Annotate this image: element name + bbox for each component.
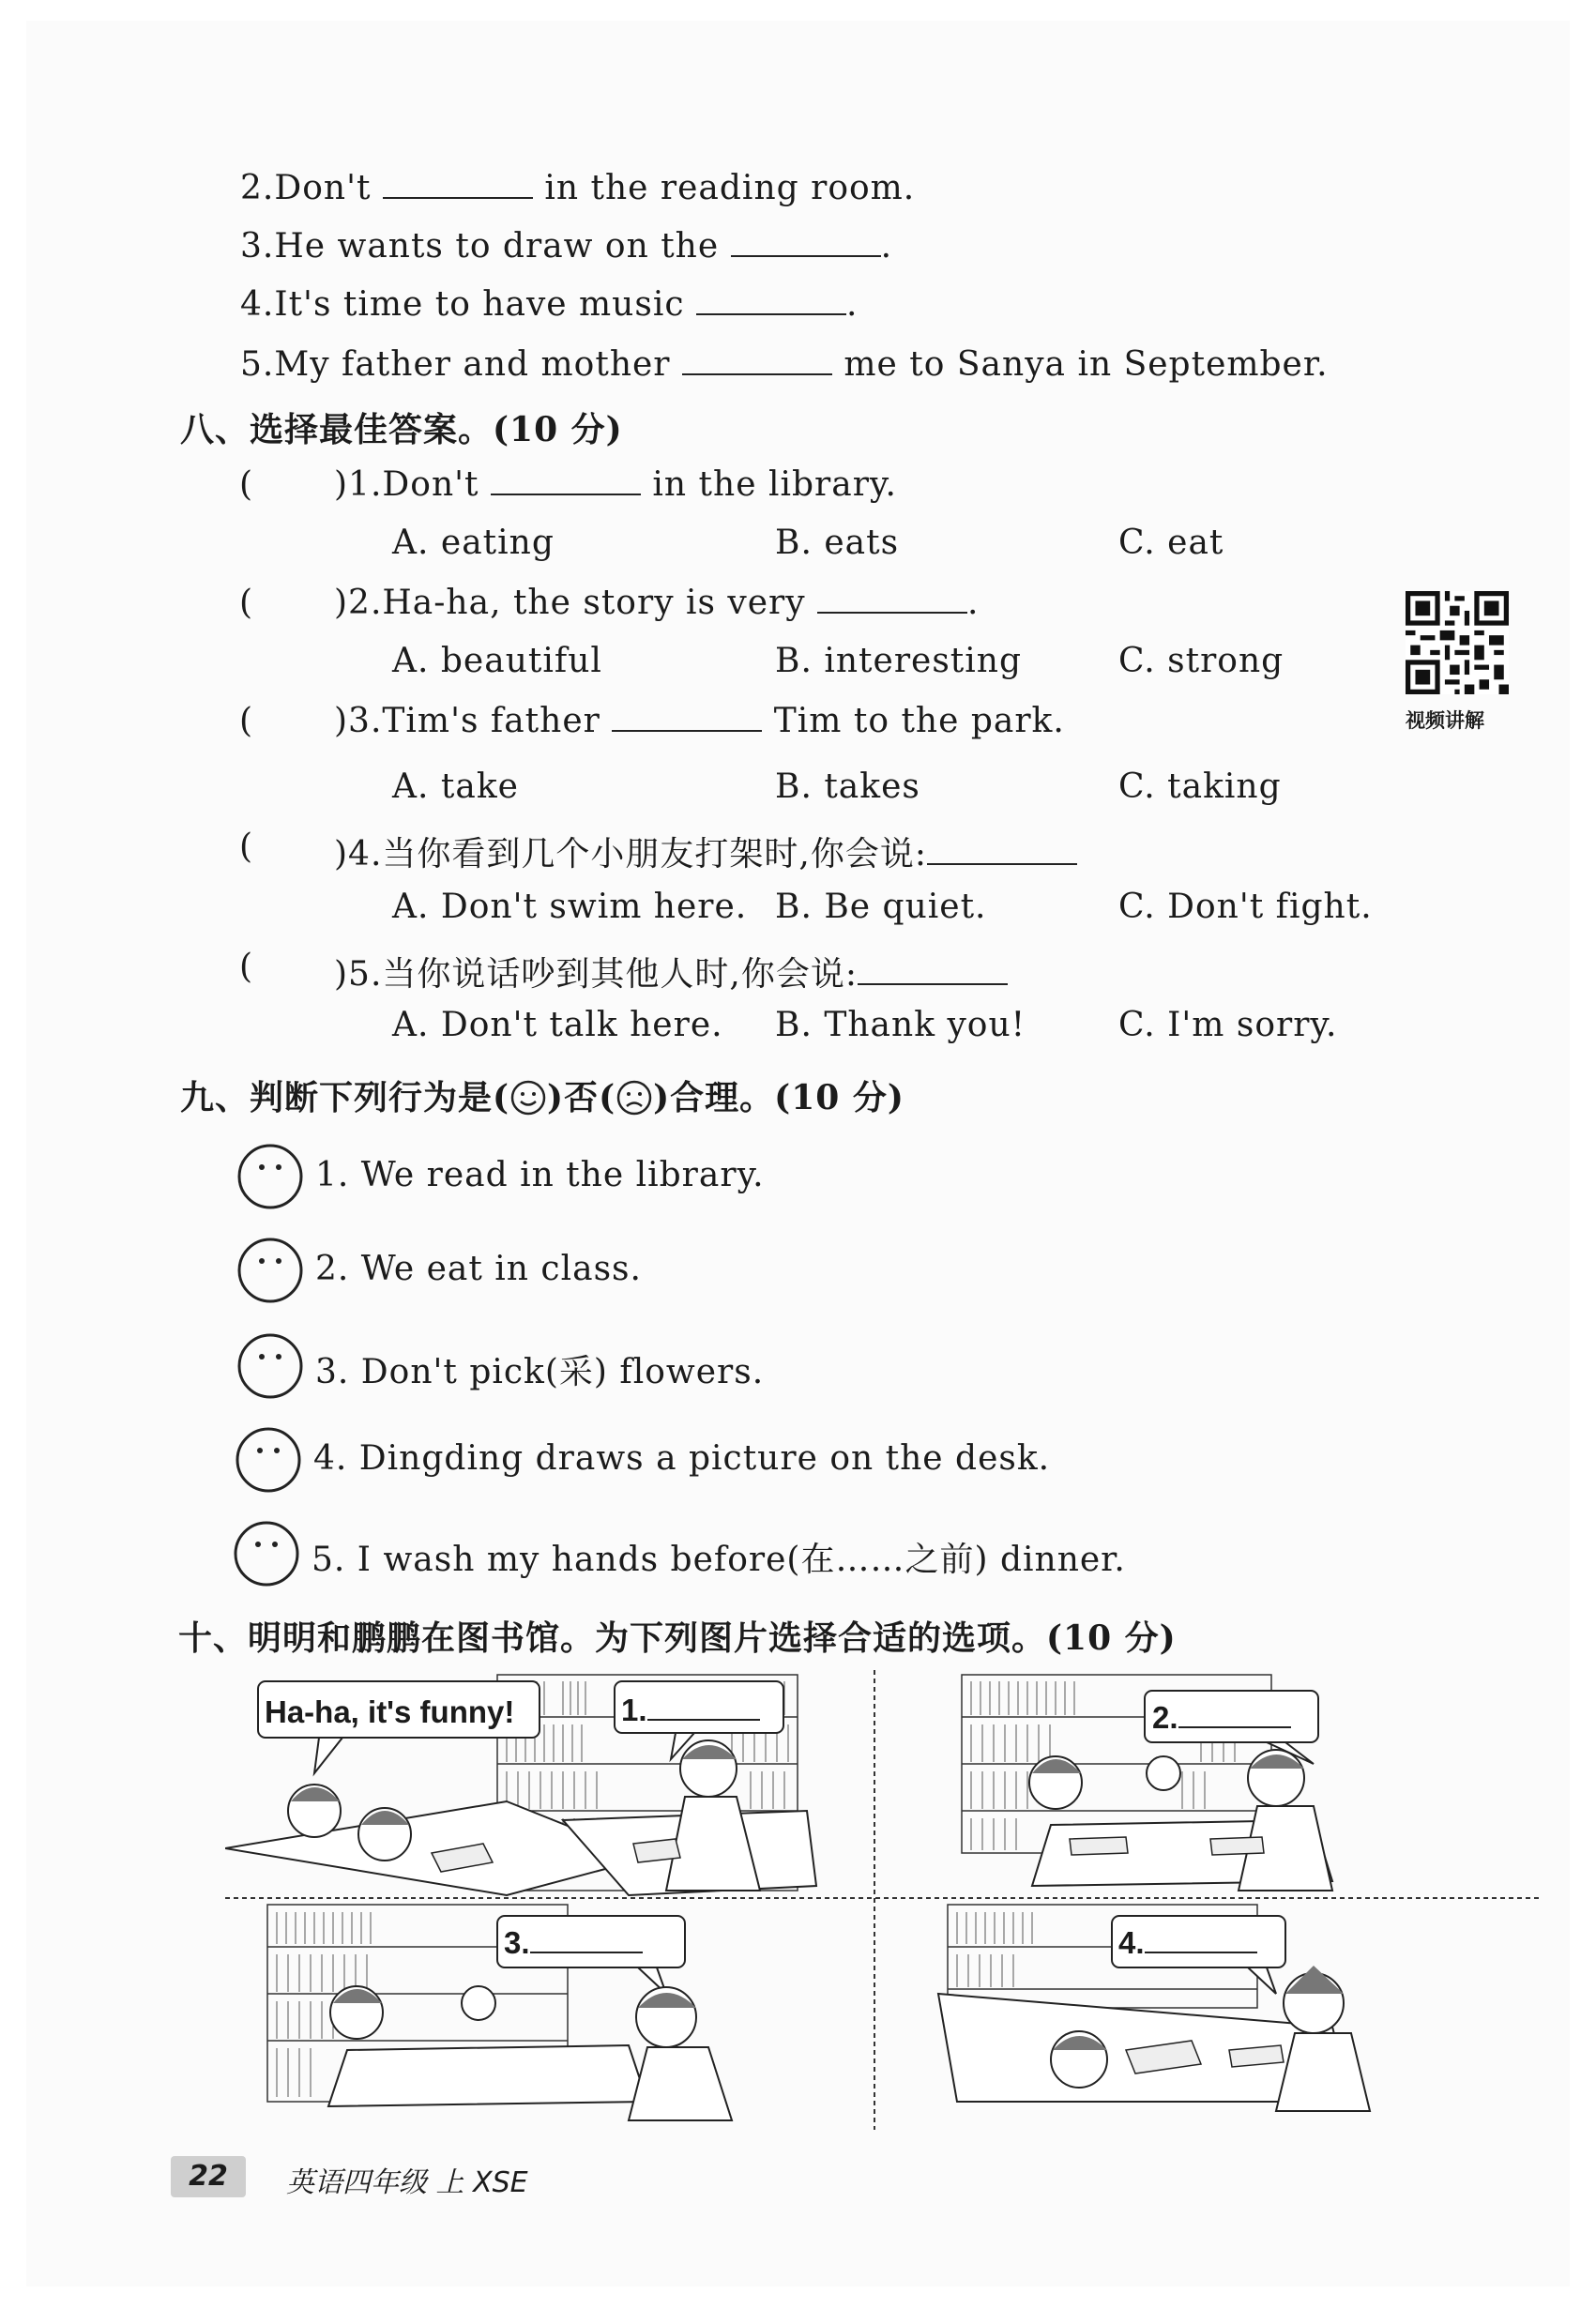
section10-title: 十、明明和鹏鹏在图书馆。为下列图片选择合适的选项。(10 分)	[178, 1618, 1177, 1658]
s8-q3-option-b[interactable]: B. takes	[775, 767, 920, 806]
s8-q4-option-b[interactable]: B. Be quiet.	[775, 888, 987, 926]
answer-face-4-icon[interactable]	[235, 1426, 302, 1494]
s8-q3-option-c[interactable]: C. taking	[1118, 767, 1282, 806]
s9-item-3: 3. Don't pick(采) flowers.	[315, 1353, 765, 1391]
s8-q4-option-c[interactable]: C. Don't fight.	[1118, 888, 1373, 926]
s8-q3-stem: )3.Tim's father Tim to the park.	[334, 702, 1065, 740]
s9-item-1: 1. We read in the library.	[315, 1156, 765, 1194]
s8-q2-paren[interactable]: (	[239, 584, 254, 622]
page-number: 22	[171, 2156, 246, 2197]
s9-item-5: 5. I wash my hands before(在……之前) dinner.	[312, 1541, 1126, 1579]
qr-code-icon[interactable]	[1406, 591, 1509, 694]
smiley-face-icon	[509, 1079, 547, 1117]
section9-title: 九、判断下列行为是( )否( )合理。(10 分)	[180, 1078, 904, 1117]
s8-q1-paren[interactable]: (	[239, 465, 254, 504]
book-label: 英语四年级 上 XSE	[286, 2166, 528, 2199]
s8-q3-paren[interactable]: (	[239, 702, 254, 740]
s8-q5-paren[interactable]: (	[239, 948, 254, 986]
s8-q5-stem: )5.当你说话吵到其他人时,你会说:	[334, 948, 1008, 995]
s8-q4-paren[interactable]: (	[239, 828, 254, 866]
library-illustration	[225, 1670, 1539, 2139]
s8-q2-option-a[interactable]: A. beautiful	[392, 642, 602, 680]
answer-face-1-icon[interactable]	[236, 1143, 304, 1210]
qr-label: 视频讲解	[1406, 709, 1484, 732]
answer-face-2-icon[interactable]	[236, 1237, 304, 1304]
s7-item-4: 4.It's time to have music .	[240, 285, 859, 324]
s8-q1-option-b[interactable]: B. eats	[775, 524, 900, 562]
s8-q5-option-b[interactable]: B. Thank you!	[775, 1006, 1026, 1044]
s8-q4-option-a[interactable]: A. Don't swim here.	[392, 888, 748, 926]
s8-q1-stem: )1.Don't in the library.	[334, 465, 897, 504]
s8-q5-option-c[interactable]: C. I'm sorry.	[1118, 1006, 1338, 1044]
bubble-2[interactable]: 2.	[1152, 1698, 1291, 1736]
s8-q2-option-b[interactable]: B. interesting	[775, 642, 1023, 680]
s8-q1-option-a[interactable]: A. eating	[392, 524, 555, 562]
s7-item-2: 2.Don't in the reading room.	[240, 169, 916, 207]
s7-item-3: 3.He wants to draw on the .	[240, 227, 893, 266]
bubble-1[interactable]: 1.	[621, 1691, 760, 1728]
speech-funny: Ha-ha, it's funny!	[265, 1694, 515, 1729]
s7-item-5: 5.My father and mother me to Sanya in September.	[240, 345, 1329, 384]
bubble-3[interactable]: 3.	[504, 1923, 643, 1961]
section8-title: 八、选择最佳答案。(10 分)	[180, 410, 623, 449]
s8-q2-option-c[interactable]: C. strong	[1118, 642, 1284, 680]
s8-q1-option-c[interactable]: C. eat	[1118, 524, 1224, 562]
s8-q5-option-a[interactable]: A. Don't talk here.	[392, 1006, 723, 1044]
s8-q3-option-a[interactable]: A. take	[392, 767, 519, 806]
s9-item-2: 2. We eat in class.	[315, 1250, 642, 1288]
s8-q4-stem: )4.当你看到几个小朋友打架时,你会说:	[334, 828, 1077, 875]
answer-face-5-icon[interactable]	[233, 1520, 300, 1587]
answer-face-3-icon[interactable]	[236, 1332, 304, 1400]
sad-face-icon	[616, 1079, 653, 1117]
s9-item-4: 4. Dingding draws a picture on the desk.	[313, 1439, 1051, 1478]
s8-q2-stem: )2.Ha-ha, the story is very .	[334, 584, 980, 622]
bubble-4[interactable]: 4.	[1118, 1923, 1257, 1961]
